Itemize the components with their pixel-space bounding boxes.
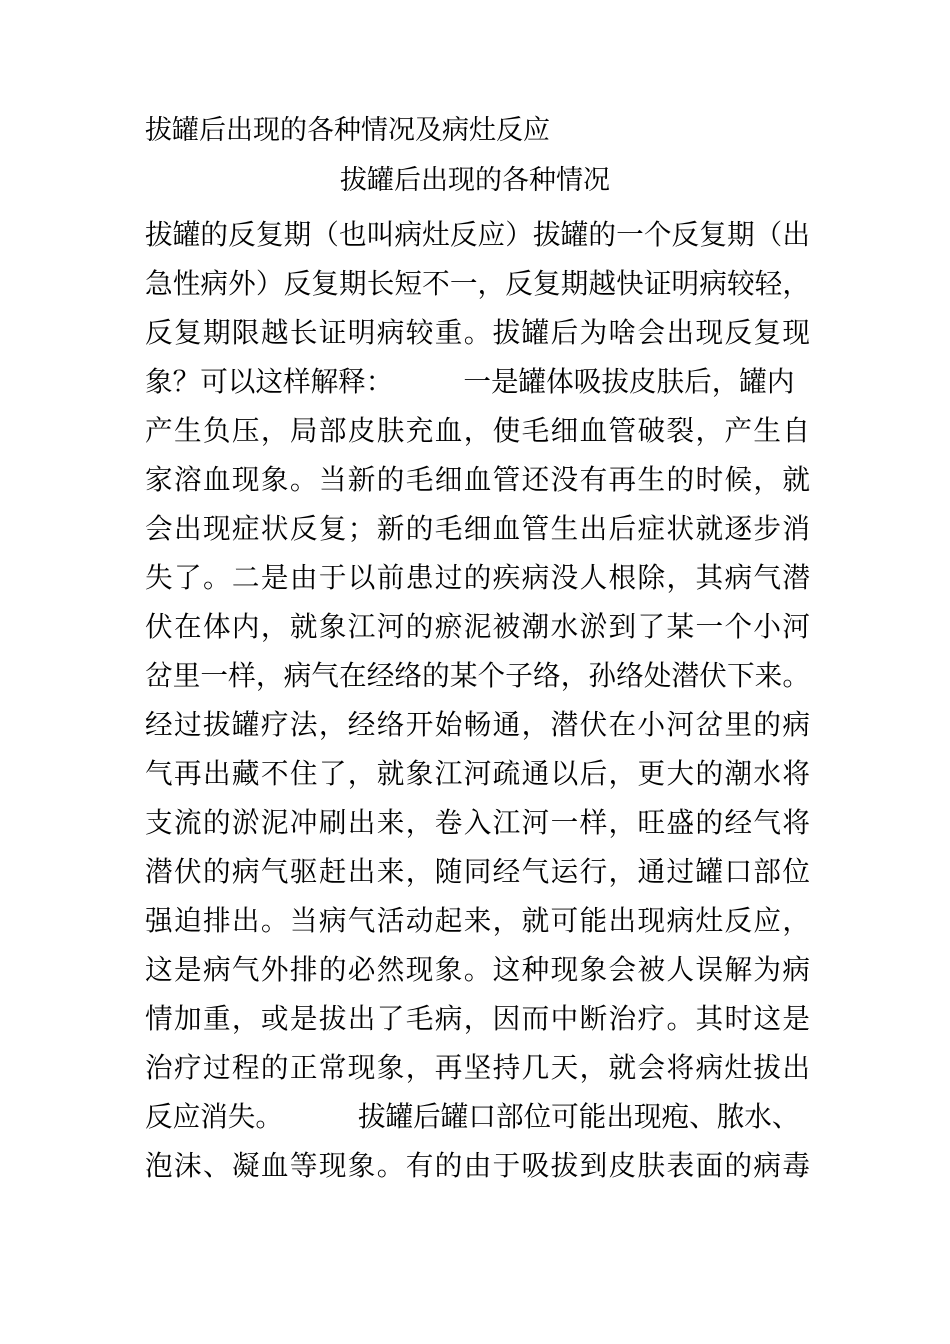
body-line-segment: 象？可以这样解释： <box>145 365 394 398</box>
body-line: 经过拔罐疗法，经络开始畅通，潜伏在小河岔里的病 <box>145 708 810 741</box>
body-line: 这是病气外排的必然现象。这种现象会被人误解为病 <box>145 953 810 986</box>
body-line: 会出现症状反复；新的毛细血管生出后症状就逐步消 <box>145 512 810 545</box>
body-line: 反复期限越长证明病较重。拔罐后为啥会出现反复现 <box>145 316 810 349</box>
body-line: 气再出藏不住了，就象江河疏通以后，更大的潮水将 <box>145 757 810 790</box>
body-line: 支流的淤泥冲刷出来，卷入江河一样，旺盛的经气将 <box>145 806 810 839</box>
body-line: 失了。二是由于以前患过的疾病没人根除，其病气潜 <box>145 561 810 594</box>
body-line: 情加重，或是拔出了毛病，因而中断治疗。其时这是 <box>145 1002 810 1035</box>
body-line: 伏在体内，就象江河的瘀泥被潮水淤到了某一个小河 <box>145 610 810 643</box>
body-line: 急性病外）反复期长短不一，反复期越快证明病较轻， <box>145 267 810 300</box>
body-line-segment: 一是罐体吸拔皮肤后，罐内 <box>463 365 795 398</box>
body-paragraph <box>145 210 810 1190</box>
body-line: 强迫排出。当病气活动起来，就可能出现病灶反应， <box>145 904 810 937</box>
body-line: 潜伏的病气驱赶出来，随同经气运行，通过罐口部位 <box>145 855 810 888</box>
body-line-segment: 拔罐后罐口部位可能出现疱、脓水、 <box>357 1100 800 1133</box>
body-line: 泡沫、凝血等现象。有的由于吸拔到皮肤表面的病毒 <box>145 1149 810 1182</box>
document-title: 拔罐后出现的各种情况及病灶反应 <box>145 115 550 146</box>
body-line: 岔里一样，病气在经络的某个子络，孙络处潜伏下来。 <box>145 659 810 692</box>
body-line-split <box>145 1092 810 1141</box>
body-line: 产生负压，局部皮肤充血，使毛细血管破裂，产生自 <box>145 414 810 447</box>
body-line-split <box>145 357 810 406</box>
body-line: 治疗过程的正常现象，再坚持几天，就会将病灶拔出 <box>145 1051 810 1084</box>
section-heading: 拔罐后出现的各种情况 <box>340 165 610 196</box>
body-line: 家溶血现象。当新的毛细血管还没有再生的时候，就 <box>145 463 810 496</box>
body-line-segment: 反应消失。 <box>145 1100 283 1133</box>
body-line: 拔罐的反复期（也叫病灶反应）拔罐的一个反复期（出 <box>145 218 810 251</box>
